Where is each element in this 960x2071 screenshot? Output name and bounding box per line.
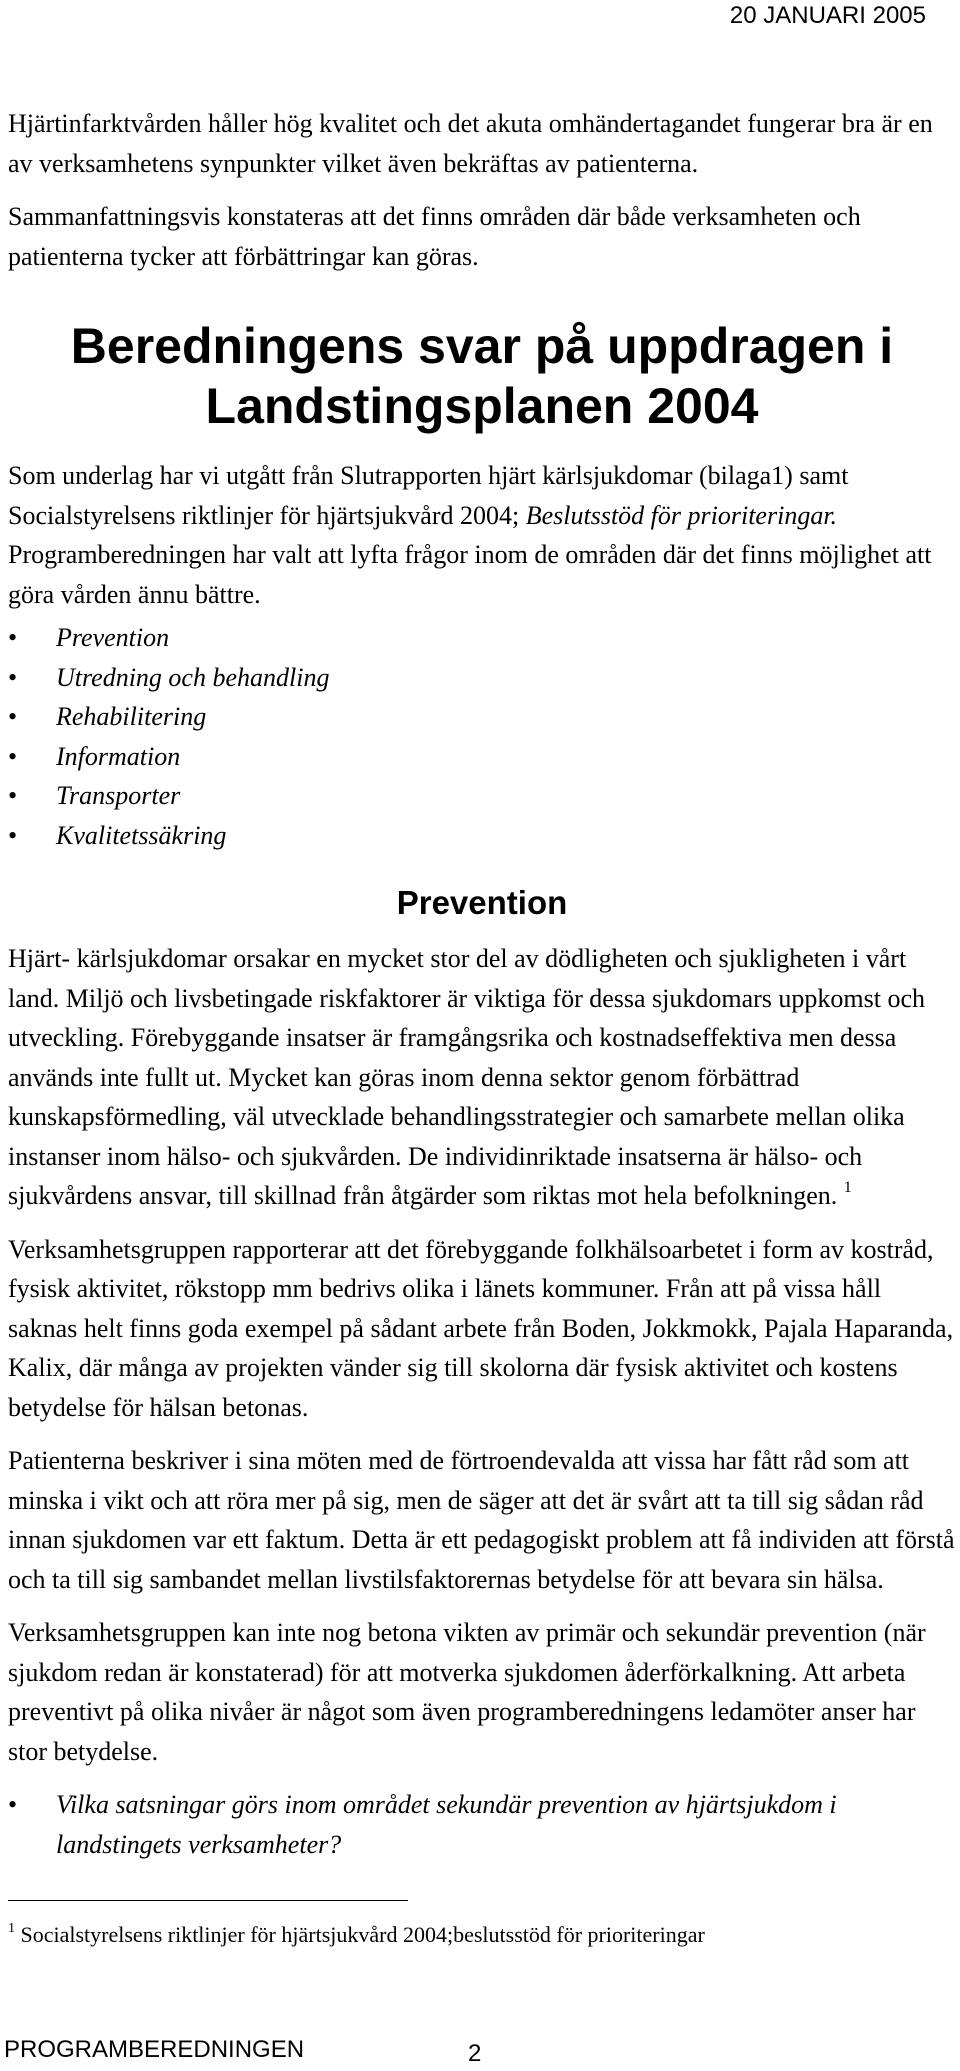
section1-text-after: Programberedningen har valt att lyfta frågor inom de områden där det finns möjlighet att göra vården ännu bättre.: [8, 540, 932, 609]
footnote-divider: [8, 1900, 408, 1901]
page-number: 2: [468, 2040, 482, 2067]
list-item: • Information: [8, 737, 956, 777]
footnote: [8, 1920, 705, 1950]
section1-paragraph: [8, 456, 956, 614]
question-bullet: • Vilka satsningar görs inom området sekundär prevention av hjärtsjukdom i landstingets verksamheter?: [8, 1785, 956, 1864]
footnote-text: Socialstyrelsens riktlinjer för hjärtsjukvård 2004;beslutsstöd för prioriteringar: [20, 1922, 705, 1947]
list-item: • Transporter: [8, 776, 956, 816]
prevention-paragraph-1-text: Hjärt- kärlsjukdomar orsakar en mycket stor del av dödligheten och sjukligheten i vårt land. Miljö och livsbetingade riskfaktorer är viktiga för dessa sjukdomars uppkomst och utveckling. Förebyggande insatser är framgångsrika och kostnadseffektiva men dessa används inte fullt ut. Mycket kan göras inom denna sektor genom förbättrad kunskapsförmedling, väl utvecklade behandlingsstrategier och samarbete mellan olika instanser inom hälso- och sjukvården. De individinriktade insatserna är hälso- och sjukvårdens ansvar, till skillnad från åtgärder som riktas mot hela befolkningen.: [8, 944, 926, 1210]
prevention-paragraph-1: [8, 939, 956, 1216]
body-text: [8, 104, 956, 1864]
footnote-reference[interactable]: 1: [843, 1179, 852, 1196]
footer-organization: PROGRAMBEREDNINGEN: [4, 2036, 305, 2063]
section1-text-before: Som underlag har vi utgått från Slutrapporten hjärt kärlsjukdomar (bilaga1) samt Socialstyrelsens riktlinjer för hjärtsjukvård 2004;: [8, 461, 849, 530]
list-item: • Prevention: [8, 618, 956, 658]
prevention-paragraph-3: Patienterna beskriver i sina möten med de förtroendevalda att vissa har fått råd som att minska i vikt och att röra mer på sig, men de säger att det är svårt att ta till sig sådan råd innan sjukdomen var ett faktum. Detta är ett pedagogiskt problem att få individen att förstå och ta till sig sambandet mellan livstilsfaktorernas betydelse för att bevara sin hälsa.: [8, 1446, 955, 1594]
list-item: • Rehabilitering: [8, 697, 956, 737]
footnote-number: 1: [8, 1921, 15, 1936]
section-heading-beredningens-svar: Beredningens svar på uppdragen i Landstingsplanen 2004: [70, 318, 894, 434]
prevention-paragraph-2: Verksamhetsgruppen rapporterar att det förebyggande folkhälsoarbetet i form av kostråd, fysisk aktivitet, rökstopp mm bedrivs olika i länets kommuner. Från att på vissa håll saknas helt finns goda exempel på sådant arbete från Boden, Jokkmokk, Pajala Haparanda, Kalix, där många av projekten vänder sig till skolorna där fysisk aktivitet och kostens betydelse för hälsan betonas.: [8, 1234, 954, 1422]
intro-paragraph-1: Hjärtinfarktvården håller hög kvalitet och det akuta omhändertagandet fungerar bra är en av verksamhetens synpunkter vilket även bekräftas av patienterna.: [8, 109, 933, 178]
list-item: • Utredning och behandling: [8, 658, 956, 698]
section1-italic-title: Beslutsstöd för prioriteringar.: [525, 500, 838, 530]
list-item: • Kvalitetssäkring: [8, 816, 956, 856]
prevention-paragraph-4: Verksamhetsgruppen kan inte nog betona vikten av primär och sekundär prevention (när sjukdom redan är konstaterad) för att motverka sjukdomen åderförkalkning. Att arbeta preventivt på olika nivåer är något som även programberedningens ledamöter anser har stor betydelse.: [8, 1618, 926, 1766]
header-date: 20 JANUARI 2005: [729, 2, 926, 29]
area-bullet-list: [8, 618, 956, 855]
intro-paragraph-2: Sammanfattningsvis konstateras att det finns områden där både verksamheten och patienterna tycker att förbättringar kan göras.: [8, 202, 861, 271]
section-heading-prevention: Prevention: [396, 884, 568, 921]
